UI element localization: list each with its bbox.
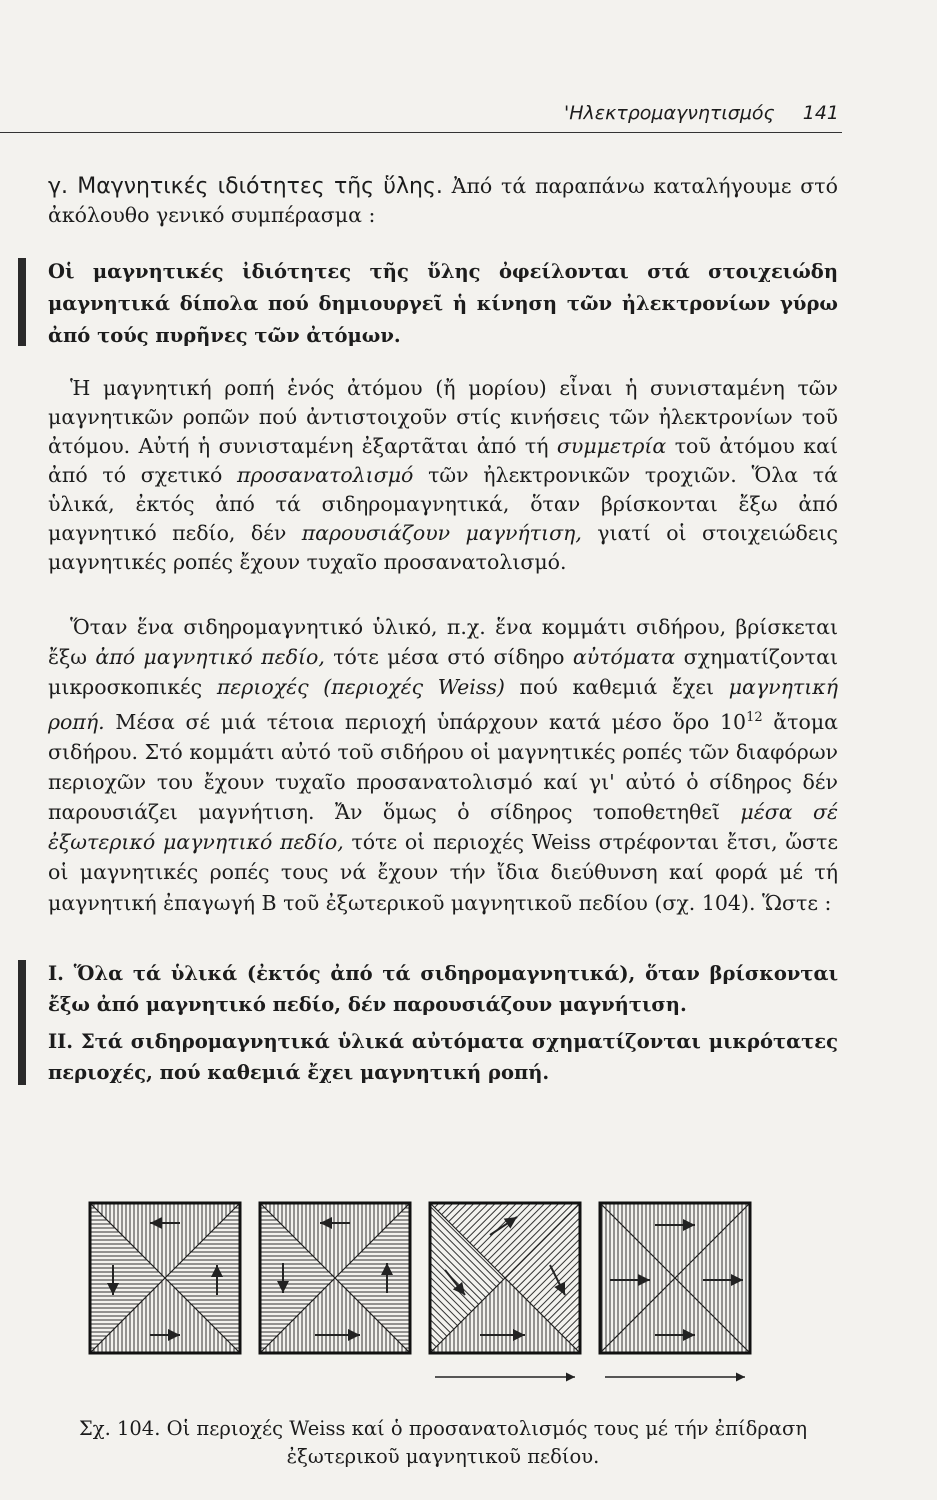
caption-line-2: ἐξωτερικοῦ μαγνητικοῦ πεδίου. — [286, 1445, 600, 1468]
p2-text-c: τότε μέσα στό σίδηρο — [324, 645, 573, 670]
p2-text-g: πού καθεμιά ἔχει — [504, 675, 729, 700]
rules-marker — [18, 960, 26, 1085]
p2-italic-weiss-domains: περιοχές (περιοχές Weiss) — [216, 675, 505, 700]
page-number: 141 — [802, 102, 839, 124]
weiss-domains-diagram — [85, 1195, 845, 1405]
section-intro-text: Ἀπό τά παραπάνω καταλήγουμε στό ἀκόλουθο γενικό συμπέρασμα : — [48, 174, 838, 227]
p2-italic-magnetic-moment: μαγνητική ροπή. — [48, 675, 838, 734]
p2-text-i: Μέσα σέ μιά τέτοια περιοχή ὑπάρχουν κατά μέσο ὅρο 10 — [104, 709, 747, 734]
p1-text-c: τοῦ ἀτόμου καί ἀπό τό σχετικό — [48, 434, 838, 487]
section-title: γ. Μαγνητικές ιδιότητες τῆς ὕλης. — [48, 174, 443, 199]
p2-italic-external-field: μέσα σέ ἐξωτερικό μαγνητικό πεδίο, — [48, 800, 838, 855]
caption-line-1: Σχ. 104. Οἱ περιοχές Weiss καί ὁ προσανατολισμός τους μέ τήν ἐπίδραση — [78, 1417, 808, 1440]
p2-text-e: σχηματίζονται μικροσκοπικές — [48, 645, 838, 700]
figure-caption — [48, 1415, 838, 1471]
p1-text-a: Ἡ μαγνητική ροπή ἑνός ἀτόμου (ἤ μορίου) εἶναι ἡ συνισταμένη τῶν μαγνητικῶν ροπῶν πού ἀντιστοιχοῦν στίς κινήσεις τῶν ἠλεκτρονίων τοῦ ἀτόμου. Αὐτή ἡ συνισταμένη ἐξαρτᾶται ἀπό τή — [48, 376, 838, 458]
domain-square-2 — [260, 1203, 410, 1353]
p2-italic-outside-field: ἀπό μαγνητικό πεδίο, — [95, 645, 325, 670]
conclusion-marker — [18, 258, 26, 346]
conclusion-text: Οἱ μαγνητικές ἰδιότητες τῆς ὕλης ὀφείλονται στά στοιχειώδη μαγνητικά δίπολα πού δημιουργεῖ ἡ κίνηση τῶν ἠλεκτρονίων γύρω ἀπό τούς πυρῆνες τῶν ἀτόμων. — [48, 260, 838, 347]
p2-italic-automatically: αὐτόματα — [572, 645, 676, 670]
p1-text-e: τῶν ἠλεκτρονικῶν τροχιῶν. Ὅλα τά ὑλικά, ἐκτός ἀπό τά σιδηρομαγνητικά, ὅταν βρίσκονται ἔξω ἀπό μαγνητικό πεδίο, δέν — [48, 463, 838, 545]
p1-italic-symmetry: συμμετρία — [556, 434, 667, 458]
p2-text-l: τότε οἱ περιοχές Weiss στρέφονται ἔτσι, ὥστε οἱ μαγνητικές ροπές τους νά ἔχουν τήν ἴδια διεύθυνση καί φορά μέ τή μαγνητική ἐπαγωγή B τοῦ ἐξωτερικοῦ μαγνητικοῦ πεδίου (σχ. 104). Ὥστε : — [48, 830, 839, 915]
section-intro — [48, 172, 838, 229]
domain-square-4 — [600, 1203, 750, 1353]
p2-text-a: Ὅταν ἕνα σιδηρομαγνητικό ὑλικό, π.χ. ἕνα κομμάτι σιδήρου, βρίσκεται ἔξω — [48, 615, 838, 670]
paragraph-1 — [48, 374, 838, 577]
domain-square-3 — [430, 1203, 580, 1353]
header-rule — [0, 132, 842, 133]
p2-exponent: 12 — [746, 709, 763, 725]
paragraph-2 — [48, 612, 838, 918]
p1-italic-magnetization: παρουσιάζουν μαγνήτιση, — [301, 521, 582, 545]
p2-text-j: ἄτομα σιδήρου. Στό κομμάτι αὐτό τοῦ σιδήρου οἱ μαγνητικές ροπές τῶν διαφόρων περιοχῶν του ἔχουν τυχαῖο προσανατολισμό καί γι' αὐτό ὁ σίδηρος δέν παρουσιάζει μαγνήτιση. Ἄν ὅμως ὁ σίδηρος τοποθετηθεῖ — [48, 709, 838, 825]
rule-1: I. Ὅλα τά ὑλικά (ἐκτός ἀπό τά σιδηρομαγνητικά), ὅταν βρίσκονται ἔξω ἀπό μαγνητικό πεδίο, δέν παρουσιάζουν μαγνήτιση. — [48, 962, 838, 1016]
conclusion-box — [48, 256, 838, 352]
running-title: 'Ηλεκτρομαγνητισμός — [564, 102, 775, 124]
running-header — [564, 102, 839, 124]
rule-2: II. Στά σιδηρομαγνητικά ὑλικά αὐτόματα σχηματίζονται μικρότατες περιοχές, πού καθεμιά ἔχει μαγνητική ροπή. — [48, 1030, 838, 1084]
domain-square-1 — [90, 1203, 240, 1353]
p1-text-g: γιατί οἱ στοιχειώδεις μαγνητικές ροπές ἔχουν τυχαῖο προσανατολισμό. — [48, 521, 838, 574]
figure-104 — [85, 1195, 845, 1405]
p1-italic-orientation: προσανατολισμό — [237, 463, 414, 487]
rules-box — [48, 958, 838, 1088]
